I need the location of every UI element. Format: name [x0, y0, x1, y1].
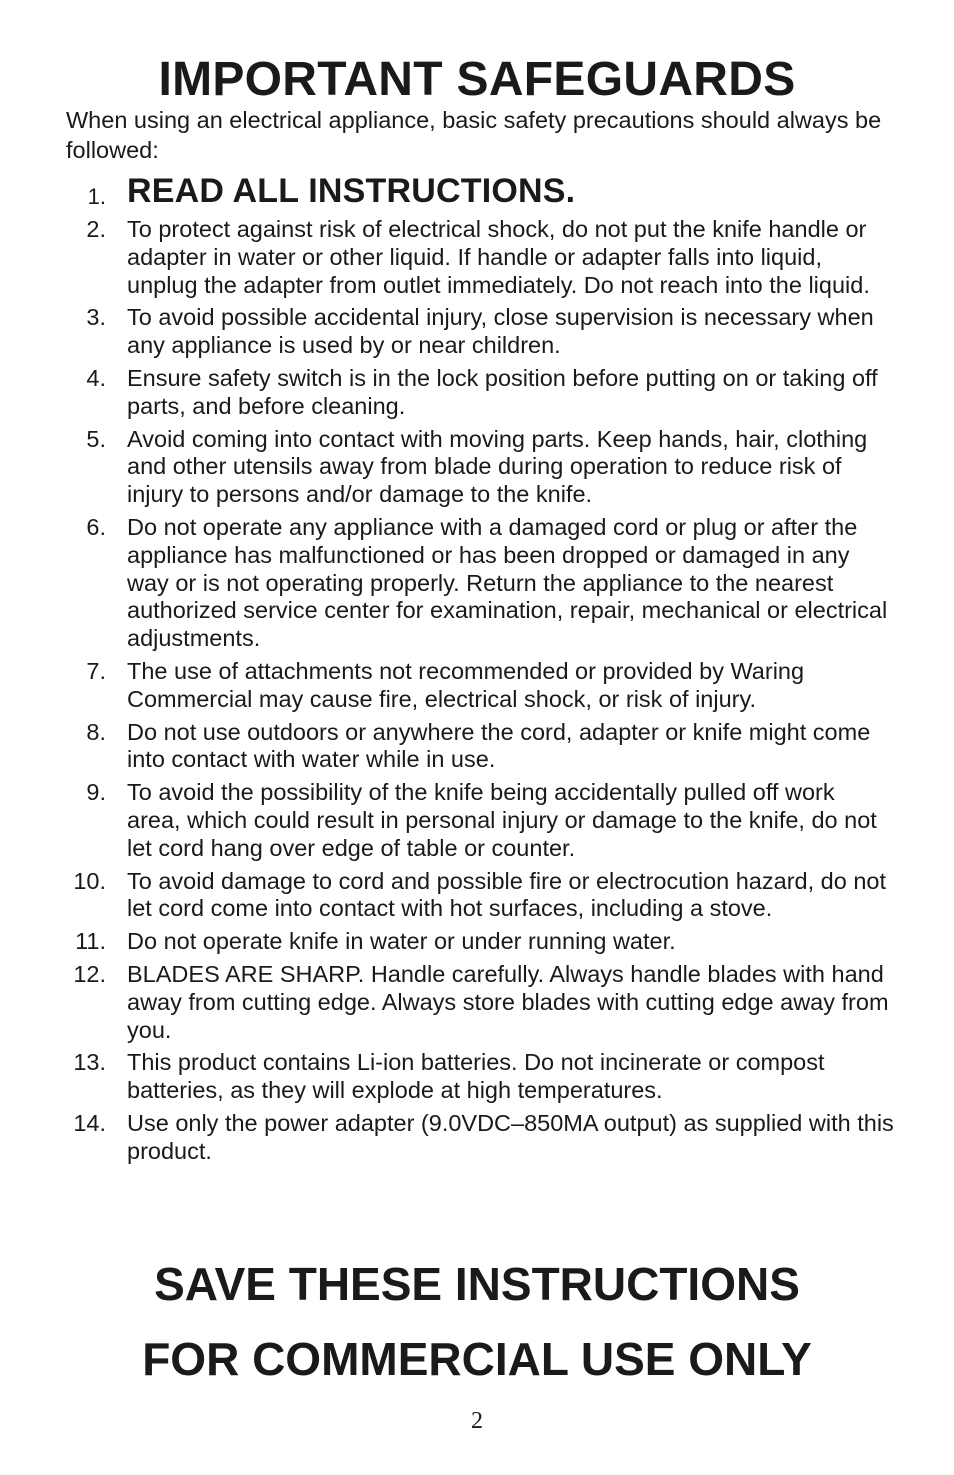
- item-text: The use of attachments not recommended or provided by Waring Commercial may cause fire, electrical shock, or risk of injury.: [127, 657, 805, 712]
- item-text: To avoid possible accidental injury, close supervision is necessary when any appliance is used by or near children.: [127, 304, 874, 359]
- item-text: This product contains Li-ion batteries. Do not incinerate or compost batteries, as they will explode at high temperatures.: [127, 1049, 825, 1104]
- item-number: 2.: [86, 216, 106, 242]
- item-text: Do not operate knife in water or under running water.: [127, 928, 676, 955]
- item-text: Ensure safety switch is in the lock position before putting on or taking off parts, and before cleaning.: [127, 364, 878, 419]
- item-number: 4.: [86, 364, 106, 391]
- item-number: 13.: [73, 1049, 106, 1076]
- page-number: 2: [471, 1408, 483, 1434]
- list-item: [0, 166, 954, 216]
- item-number: 9.: [86, 779, 106, 806]
- commercial-use-notice: FOR COMMERCIAL USE ONLY: [142, 1333, 812, 1385]
- item-text: Avoid coming into contact with moving parts. Keep hands, hair, clothing and other utensils away from blade during operation to reduce risk of injury to persons and/or damage to the knife.: [127, 425, 868, 508]
- item-number: 1.: [87, 184, 106, 209]
- list-item: [0, 304, 954, 360]
- list-item: [0, 1110, 954, 1166]
- item-text: Do not operate any appliance with a damaged cord or plug or after the appliance has malfunctioned or has been dropped or damaged in any way or is not operating properly. Return the appliance to the nearest authorized service center for examination, repair, mechanical or electrical adjustments.: [127, 513, 888, 652]
- item-text: BLADES ARE SHARP. Handle carefully. Always handle blades with hand away from cutting edge. Always store blades with cutting edge away from you.: [127, 960, 889, 1043]
- item-text: To protect against risk of electrical shock, do not put the knife handle or adapter in water or other liquid. If handle or adapter falls into liquid, unplug the adapter from outlet immediately. Do not reach into the liquid.: [127, 216, 870, 298]
- item-text: To avoid the possibility of the knife being accidentally pulled off work area, which could result in personal injury or damage to the knife, do not let cord hang over edge of table or counter.: [127, 779, 877, 861]
- list-item: [0, 658, 954, 714]
- list-item: [0, 868, 954, 924]
- intro-text: When using an electrical appliance, basic safety precautions should always be followed:: [66, 107, 882, 163]
- item-text: READ ALL INSTRUCTIONS.: [127, 172, 576, 210]
- page-title: IMPORTANT SAFEGUARDS: [158, 53, 796, 106]
- item-number: 3.: [86, 304, 106, 331]
- item-number: 10.: [73, 867, 106, 894]
- item-number: 8.: [86, 718, 106, 745]
- list-item: [0, 426, 954, 509]
- list-item: [0, 514, 954, 653]
- list-item: [0, 779, 954, 862]
- item-text: Use only the power adapter (9.0VDC–850MA output) as supplied with this product.: [127, 1109, 894, 1164]
- item-number: 6.: [86, 513, 106, 540]
- item-number: 14.: [73, 1109, 106, 1136]
- list-item: [0, 365, 954, 421]
- save-instructions-notice: SAVE THESE INSTRUCTIONS: [154, 1258, 800, 1310]
- item-number: 7.: [86, 657, 106, 684]
- safeguards-list: [0, 166, 954, 1171]
- item-number: 5.: [86, 425, 106, 452]
- item-text: To avoid damage to cord and possible fire or electrocution hazard, do not let cord come into contact with hot surfaces, including a stove.: [127, 867, 886, 922]
- item-number: 12.: [73, 960, 106, 987]
- list-item: [0, 216, 954, 299]
- item-text: Do not use outdoors or anywhere the cord, adapter or knife might come into contact with water while in use.: [127, 718, 871, 773]
- list-item: [0, 928, 954, 956]
- item-number: 11.: [75, 928, 106, 955]
- list-item: [0, 961, 954, 1044]
- list-item: [0, 719, 954, 775]
- list-item: [0, 1049, 954, 1105]
